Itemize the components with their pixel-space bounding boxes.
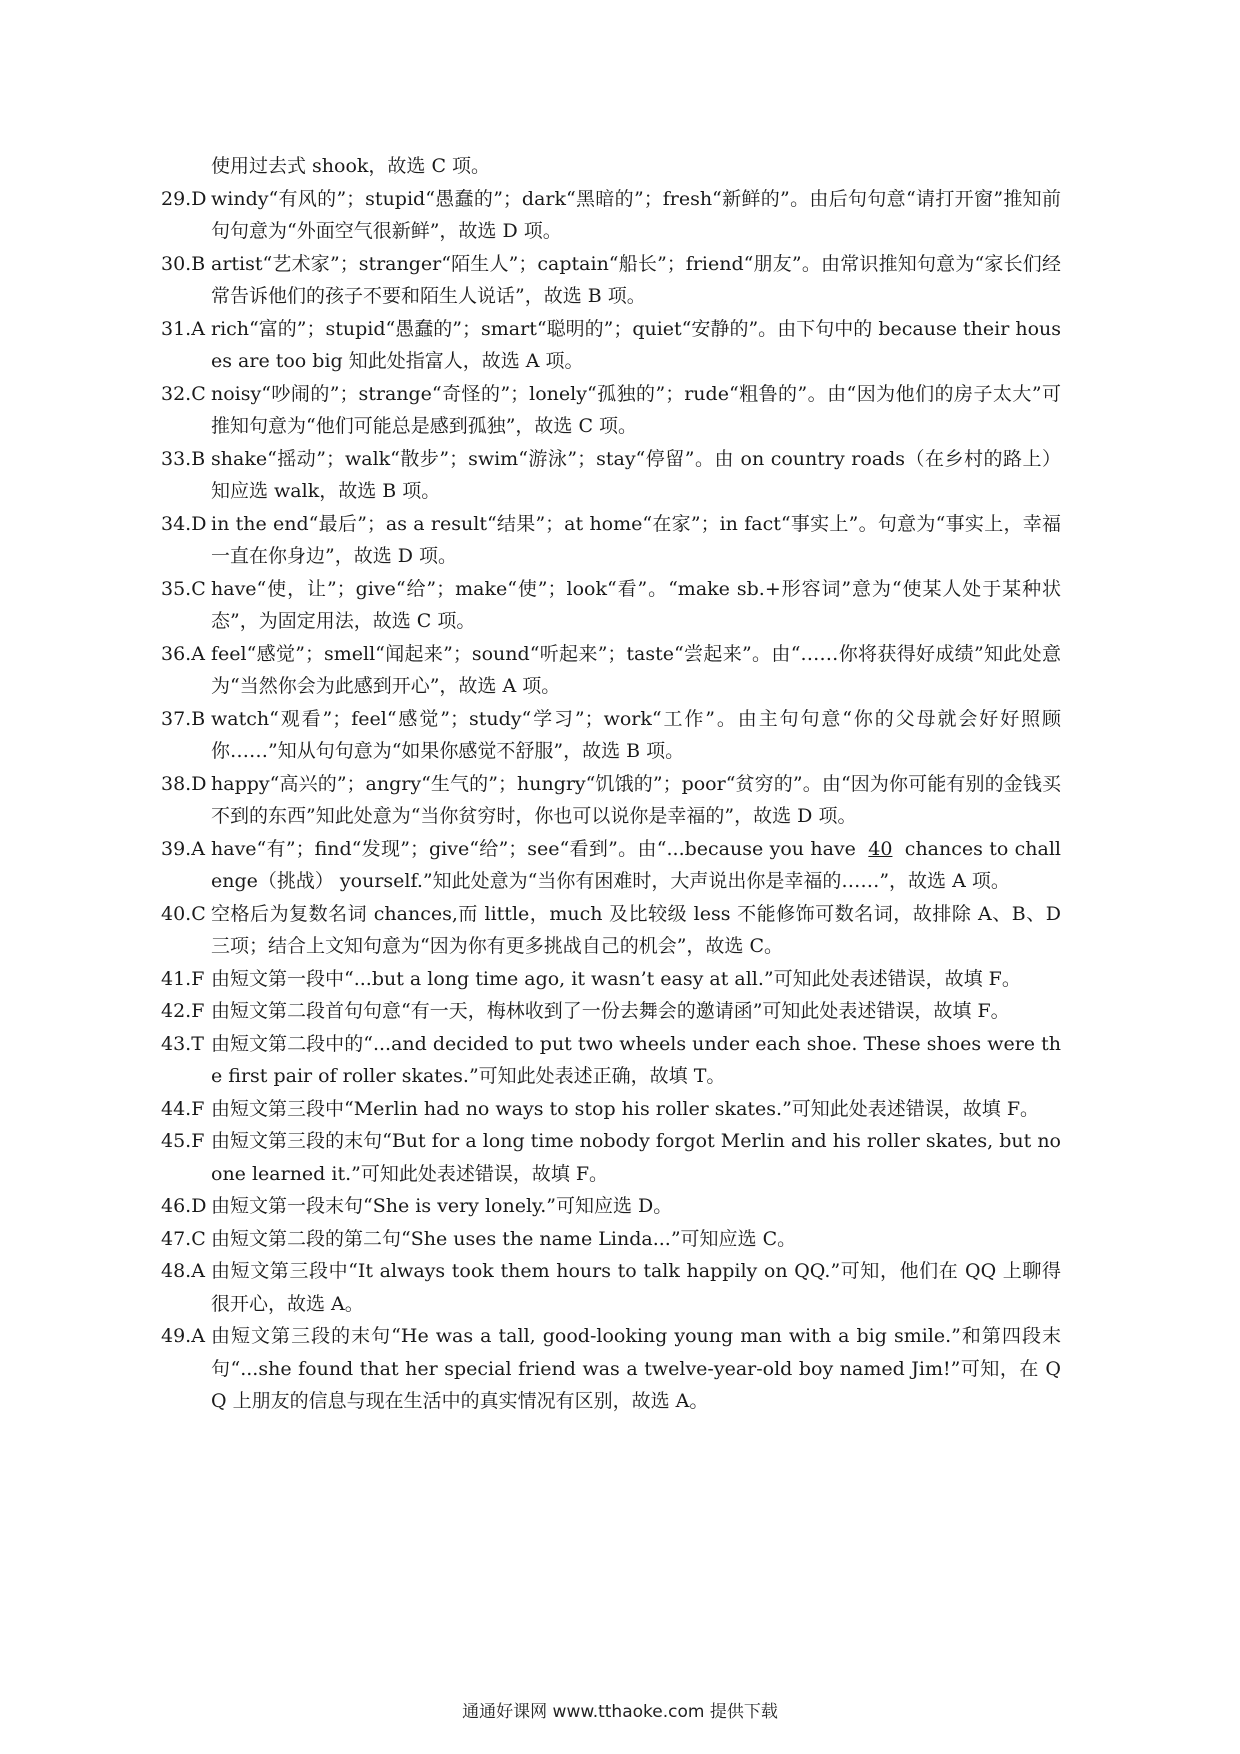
answer-number: 35.C — [161, 577, 206, 600]
answer-item — [161, 995, 1061, 1028]
answer-item — [161, 963, 1061, 996]
answer-text: shake“摇动”；walk“散步”；swim“游泳”；stay“停留”。由 on country roads（在乡村的路上）知应选 walk，故选 B 项。 — [211, 447, 1061, 502]
answer-item — [161, 898, 1061, 963]
answer-text: 由短文第三段中“It always took them hours to talk happily on QQ.”可知，他们在 QQ 上聊得很开心，故选 A。 — [211, 1260, 1061, 1315]
answer-item — [161, 573, 1061, 638]
answer-item-39 — [161, 833, 1062, 898]
answer-number: 45.F — [161, 1130, 205, 1152]
answer-number: 39.A — [161, 837, 205, 860]
answer-text: 由短文第二段首句句意“有一天，梅林收到了一份去舞会的邀请函”可知此处表述错误，故填 F。 — [211, 1000, 1010, 1022]
answer-item — [161, 1125, 1061, 1190]
answer-item — [161, 313, 1061, 378]
answer-text: 由短文第三段的末句“He was a tall, good-looking young man with a big smile.”和第四段末句“...she found that her special friend was a twelve-year-old boy named Jim!”可知，在 QQ 上朋友的信息与现在生活中的真实情况有区别，故选 A。 — [211, 1325, 1061, 1412]
answer-number: 40.C — [161, 902, 206, 925]
answer-text: feel“感觉”；smell“闻起来”；sound“听起来”；taste“尝起来”。由“……你将获得好成绩”知此处意为“当然你会为此感到开心”，故选 A 项。 — [211, 642, 1061, 697]
answer-item — [161, 248, 1061, 313]
continuation-line: 使用过去式 shook，故选 C 项。 — [211, 155, 491, 177]
answer-text-before: have“有”；find“发现”；give“给”；see“看到”。由“...because you have — [211, 837, 856, 860]
answer-number: 41.F — [161, 967, 205, 990]
answer-number: 29.D — [161, 187, 207, 210]
answer-item — [161, 1223, 1061, 1256]
answer-item — [161, 1028, 1061, 1093]
answer-number: 30.B — [161, 252, 206, 275]
answer-item — [161, 1255, 1061, 1320]
answer-number: 48.A — [161, 1260, 205, 1282]
answer-number: 34.D — [161, 512, 207, 535]
answer-text: have“使，让”；give“给”；make“使”；look“看”。“make sb.+形容词”意为“使某人处于某种状态”，为固定用法，故选 C 项。 — [211, 577, 1061, 632]
answer-text: 空格后为复数名词 chances,而 little，much 及比较级 less 不能修饰可数名词，故排除 A、B、D 三项；结合上文知句意为“因为你有更多挑战自己的机会”，故选 C。 — [211, 902, 1061, 957]
answer-number: 44.F — [161, 1097, 205, 1120]
answer-number: 37.B — [161, 707, 206, 730]
answer-number: 38.D — [161, 772, 207, 795]
answer-list-part-1 — [161, 183, 1061, 833]
answer-number: 49.A — [161, 1325, 205, 1347]
answer-list-part-2 — [161, 898, 1061, 1418]
answer-item — [161, 183, 1061, 248]
answer-number: 31.A — [161, 317, 205, 340]
answer-number: 46.D — [161, 1195, 207, 1217]
answer-text: happy“高兴的”；angry“生气的”；hungry“饥饿的”；poor“贫穷的”。由“因为你可能有别的金钱买不到的东西”知此处意为“当你贫穷时，你也可以说你是幸福的”，故选 D 项。 — [211, 772, 1061, 827]
answer-text: 由短文第二段的第二句“She uses the name Linda...”可知应选 C。 — [211, 1227, 797, 1250]
answer-number: 36.A — [161, 642, 205, 665]
answer-text: 由短文第一段中“...but a long time ago, it wasn’t easy at all.”可知此处表述错误，故填 F。 — [211, 967, 1021, 990]
blank-number: 40 — [868, 837, 893, 860]
answer-item — [161, 703, 1061, 768]
answer-text: watch“观看”；feel“感觉”；study“学习”；work“工作”。由主句句意“你的父母就会好好照顾你……”知从句句意为“如果你感觉不舒服”，故选 B 项。 — [211, 707, 1061, 762]
answer-text: 由短文第一段末句“She is very lonely.”可知应选 D。 — [211, 1195, 673, 1217]
answer-explanations — [161, 150, 1062, 1418]
answer-item — [161, 443, 1061, 508]
answer-item — [161, 1093, 1061, 1126]
answer-text: 由短文第三段的末句“But for a long time nobody forgot Merlin and his roller skates, but no one learned it.”可知此处表述错误，故填 F。 — [211, 1130, 1061, 1185]
answer-text: in the end“最后”；as a result“结果”；at home“在家”；in fact“事实上”。句意为“事实上，幸福一直在你身边”，故选 D 项。 — [211, 512, 1061, 567]
answer-number: 32.C — [161, 382, 206, 405]
answer-text: windy“有风的”；stupid“愚蠢的”；dark“黑暗的”；fresh“新鲜的”。由后句句意“请打开窗”推知前句句意为“外面空气很新鲜”，故选 D 项。 — [211, 187, 1061, 242]
answer-item — [161, 1190, 1061, 1223]
answer-item — [161, 378, 1061, 443]
answer-number: 43.T — [161, 1032, 204, 1055]
answer-text-after: chances to challenge（挑战） yourself.”知此处意为“当你有困难时，大声说出你是幸福的……”，故选 A 项。 — [211, 837, 1062, 892]
answer-text: noisy“吵闹的”；strange“奇怪的”；lonely“孤独的”；rude“粗鲁的”。由“因为他们的房子太大”可推知句意为“他们可能总是感到孤独”，故选 C 项。 — [211, 382, 1061, 437]
answer-item — [161, 508, 1061, 573]
answer-text: artist“艺术家”；stranger“陌生人”；captain“船长”；friend“朋友”。由常识推知句意为“家长们经常告诉他们的孩子不要和陌生人说话”，故选 B 项。 — [211, 252, 1061, 307]
answer-number: 47.C — [161, 1227, 206, 1250]
answer-text: 由短文第二段中的“...and decided to put two wheels under each shoe. These shoes were the first pair of roller skates.”可知此处表述正确，故填 T。 — [211, 1032, 1061, 1087]
answer-item — [161, 768, 1061, 833]
answer-number: 33.B — [161, 447, 206, 470]
answer-text: 由短文第三段中“Merlin had no ways to stop his roller skates.”可知此处表述错误，故填 F。 — [211, 1097, 1040, 1120]
answer-item — [161, 1320, 1061, 1418]
footer-source: 通通好课网 www.tthaoke.com 提供下载 — [462, 1702, 778, 1722]
answer-text: rich“富的”；stupid“愚蠢的”；smart“聪明的”；quiet“安静的”。由下句中的 because their houses are too big 知此处指富人，故选 A 项。 — [211, 317, 1061, 372]
answer-item — [161, 638, 1061, 703]
answer-number: 42.F — [161, 1000, 205, 1022]
